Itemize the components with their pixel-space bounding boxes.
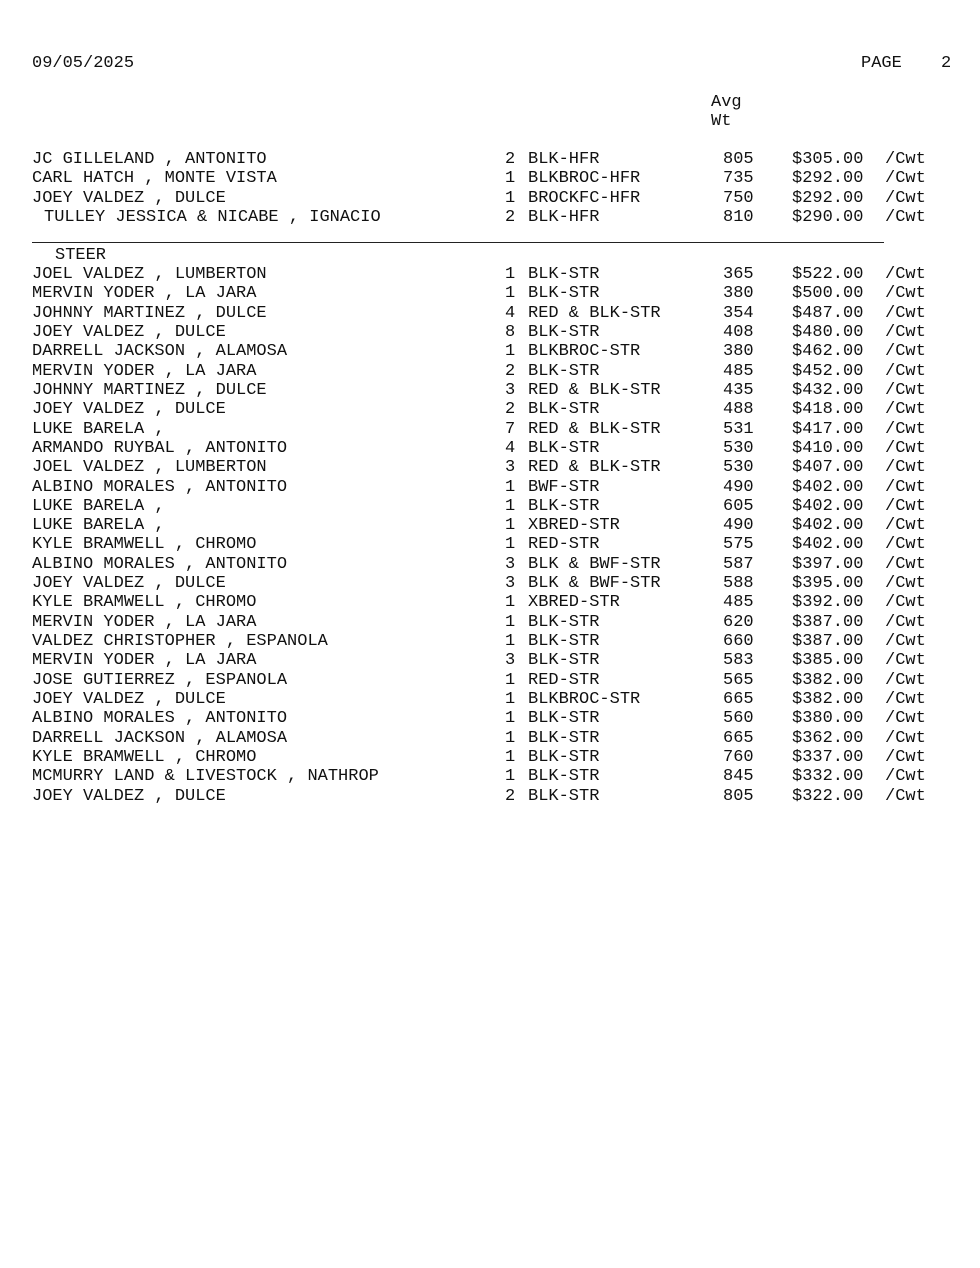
head-count: 1 [505,612,516,632]
average-weight: 565 [723,670,754,690]
sale-row [0,342,980,361]
sale-price: $382.00 [792,670,864,690]
price-unit: /Cwt [885,207,926,227]
average-weight: 575 [723,535,754,555]
buyer-name: DARRELL JACKSON , ALAMOSA [32,342,288,362]
weight-header: Wt [711,112,732,131]
sale-row [0,593,980,612]
buyer-name: JOEY VALDEZ , DULCE [32,322,226,342]
sale-row [0,265,980,284]
head-count: 3 [505,574,516,594]
buyer-name: JC GILLELAND , ANTONITO [32,150,267,169]
sale-price: $417.00 [792,419,864,439]
sale-row [0,651,980,670]
price-unit: /Cwt [885,400,926,420]
buyer-name: LUKE BARELA , [32,419,165,439]
head-count: 3 [505,651,516,671]
sale-price: $432.00 [792,380,864,400]
buyer-name: KYLE BRAMWELL , CHROMO [32,593,257,613]
price-unit: /Cwt [885,322,926,342]
sale-price: $322.00 [792,786,864,806]
sale-price: $487.00 [792,303,864,323]
buyer-name: MCMURRY LAND & LIVESTOCK , NATHROP [32,767,379,787]
head-count: 1 [505,709,516,729]
price-unit: /Cwt [885,709,926,729]
head-count: 4 [505,438,516,458]
buyer-name: JOEL VALDEZ , LUMBERTON [32,265,267,284]
price-unit: /Cwt [885,419,926,439]
sale-price: $402.00 [792,535,864,555]
cattle-description: BLK-STR [528,284,600,304]
sale-price: $500.00 [792,284,864,304]
sale-price: $292.00 [792,169,864,189]
buyer-name: JOHNNY MARTINEZ , DULCE [32,380,267,400]
sale-row [0,323,980,342]
sale-price: $387.00 [792,612,864,632]
cattle-description: BLK-STR [528,322,600,342]
head-count: 3 [505,380,516,400]
sale-price: $402.00 [792,477,864,497]
head-count: 2 [505,207,516,227]
buyer-name: JOEY VALDEZ , DULCE [32,188,226,208]
average-weight: 488 [723,400,754,420]
sale-row [0,555,980,574]
sale-row [0,497,980,516]
head-count: 1 [505,477,516,497]
avg-weight-header: Avg [711,93,742,112]
head-count: 3 [505,554,516,574]
buyer-name: MERVIN YODER , LA JARA [32,612,257,632]
price-unit: /Cwt [885,303,926,323]
price-unit: /Cwt [885,554,926,574]
average-weight: 380 [723,342,754,362]
average-weight: 530 [723,458,754,478]
average-weight: 531 [723,419,754,439]
sale-row [0,400,980,419]
price-unit: /Cwt [885,690,926,710]
sale-row [0,439,980,458]
average-weight: 660 [723,632,754,652]
sale-row [0,632,980,651]
cattle-description: BWF-STR [528,477,600,497]
cattle-description: BLK-STR [528,632,600,652]
sale-row [0,709,980,728]
sale-price: $418.00 [792,400,864,420]
head-count: 8 [505,322,516,342]
price-unit: /Cwt [885,670,926,690]
head-count: 1 [505,516,516,536]
cattle-description: RED & BLK-STR [528,380,661,400]
cattle-description: RED & BLK-STR [528,419,661,439]
sale-price: $452.00 [792,361,864,381]
sale-price: $385.00 [792,651,864,671]
page-number: 2 [941,54,952,73]
section-divider [32,242,884,243]
cattle-description: BLKBROC-STR [528,342,641,362]
cattle-description: BLK-HFR [528,207,600,227]
sale-row [0,150,980,169]
report-date: 09/05/2025 [32,54,135,73]
buyer-name: CARL HATCH , MONTE VISTA [32,169,277,189]
price-unit: /Cwt [885,632,926,652]
buyer-name: JOEY VALDEZ , DULCE [32,690,226,710]
buyer-name: MERVIN YODER , LA JARA [32,651,257,671]
head-count: 1 [505,169,516,189]
sale-price: $522.00 [792,265,864,284]
sale-row [0,420,980,439]
price-unit: /Cwt [885,786,926,806]
buyer-name: ALBINO MORALES , ANTONITO [32,477,288,497]
buyer-name: KYLE BRAMWELL , CHROMO [32,748,257,767]
average-weight: 845 [723,767,754,787]
average-weight: 805 [723,786,754,806]
cattle-description: BROCKFC-HFR [528,188,641,208]
average-weight: 805 [723,150,754,169]
average-weight: 485 [723,361,754,381]
buyer-name: LUKE BARELA , [32,516,165,536]
buyer-name: JOEY VALDEZ , DULCE [32,574,226,594]
cattle-description: RED & BLK-STR [528,303,661,323]
price-unit: /Cwt [885,438,926,458]
sale-row [0,381,980,400]
cattle-description: RED-STR [528,535,600,555]
head-count: 1 [505,188,516,208]
price-unit: /Cwt [885,150,926,169]
average-weight: 435 [723,380,754,400]
sale-price: $337.00 [792,748,864,767]
average-weight: 587 [723,554,754,574]
average-weight: 665 [723,690,754,710]
sale-price: $290.00 [792,207,864,227]
head-count: 2 [505,361,516,381]
cattle-description: BLK-STR [528,709,600,729]
sale-row [0,574,980,593]
cattle-description: BLK-STR [528,496,600,516]
sale-row [0,516,980,535]
sale-price: $362.00 [792,728,864,748]
price-unit: /Cwt [885,516,926,536]
cattle-description: BLK-STR [528,748,600,767]
buyer-name: DARRELL JACKSON , ALAMOSA [32,728,288,748]
sale-row [0,748,980,767]
sale-price: $382.00 [792,690,864,710]
cattle-description: XBRED-STR [528,593,620,613]
price-unit: /Cwt [885,284,926,304]
average-weight: 735 [723,169,754,189]
price-unit: /Cwt [885,593,926,613]
cattle-description: BLK-STR [528,265,600,284]
sale-row [0,613,980,632]
cattle-description: BLKBROC-HFR [528,169,641,189]
cattle-description: RED-STR [528,670,600,690]
head-count: 3 [505,458,516,478]
head-count: 1 [505,670,516,690]
price-unit: /Cwt [885,767,926,787]
average-weight: 665 [723,728,754,748]
cattle-description: BLK-STR [528,728,600,748]
sale-price: $292.00 [792,188,864,208]
average-weight: 530 [723,438,754,458]
cattle-description: BLK-STR [528,786,600,806]
buyer-name: ALBINO MORALES , ANTONITO [32,709,288,729]
average-weight: 490 [723,516,754,536]
sale-row [0,690,980,709]
head-count: 1 [505,767,516,787]
average-weight: 380 [723,284,754,304]
sale-price: $410.00 [792,438,864,458]
cattle-description: BLK & BWF-STR [528,554,661,574]
price-unit: /Cwt [885,361,926,381]
average-weight: 485 [723,593,754,613]
price-unit: /Cwt [885,188,926,208]
cattle-description: BLK & BWF-STR [528,574,661,594]
buyer-name: MERVIN YODER , LA JARA [32,284,257,304]
average-weight: 588 [723,574,754,594]
buyer-name: JOEY VALDEZ , DULCE [32,786,226,806]
buyer-name: LUKE BARELA , [32,496,165,516]
head-count: 1 [505,632,516,652]
price-unit: /Cwt [885,535,926,555]
sale-row [0,787,980,806]
price-unit: /Cwt [885,458,926,478]
sale-row [0,729,980,748]
price-unit: /Cwt [885,748,926,767]
cattle-description: XBRED-STR [528,516,620,536]
buyer-name: ARMANDO RUYBAL , ANTONITO [32,438,288,458]
head-count: 1 [505,496,516,516]
average-weight: 354 [723,303,754,323]
average-weight: 490 [723,477,754,497]
cattle-description: BLK-STR [528,361,600,381]
sale-price: $332.00 [792,767,864,787]
sale-row [0,169,980,188]
head-count: 2 [505,150,516,169]
sale-price: $397.00 [792,554,864,574]
head-count: 1 [505,728,516,748]
sale-price: $402.00 [792,496,864,516]
sale-price: $392.00 [792,593,864,613]
price-unit: /Cwt [885,574,926,594]
buyer-name: KYLE BRAMWELL , CHROMO [32,535,257,555]
sale-price: $407.00 [792,458,864,478]
head-count: 1 [505,284,516,304]
sale-row [0,671,980,690]
average-weight: 365 [723,265,754,284]
average-weight: 605 [723,496,754,516]
buyer-name: JOSE GUTIERREZ , ESPANOLA [32,670,288,690]
price-unit: /Cwt [885,169,926,189]
sale-price: $395.00 [792,574,864,594]
cattle-description: BLK-STR [528,400,600,420]
head-count: 2 [505,786,516,806]
cattle-description: BLKBROC-STR [528,690,641,710]
head-count: 1 [505,748,516,767]
average-weight: 750 [723,188,754,208]
sale-row [0,284,980,303]
buyer-name: TULLEY JESSICA & NICABE , IGNACIO [44,207,381,227]
buyer-name: MERVIN YODER , LA JARA [32,361,257,381]
average-weight: 583 [723,651,754,671]
head-count: 7 [505,419,516,439]
buyer-name: JOEY VALDEZ , DULCE [32,400,226,420]
sale-price: $462.00 [792,342,864,362]
price-unit: /Cwt [885,496,926,516]
sale-price: $402.00 [792,516,864,536]
cattle-description: RED & BLK-STR [528,458,661,478]
steer-section-title: STEER [55,246,107,265]
average-weight: 810 [723,207,754,227]
sale-price: $387.00 [792,632,864,652]
sale-row [0,189,980,208]
sale-row [0,304,980,323]
head-count: 4 [505,303,516,323]
buyer-name: ALBINO MORALES , ANTONITO [32,554,288,574]
cattle-description: BLK-STR [528,767,600,787]
average-weight: 620 [723,612,754,632]
sale-price: $480.00 [792,322,864,342]
cattle-description: BLK-STR [528,612,600,632]
head-count: 2 [505,400,516,420]
price-unit: /Cwt [885,380,926,400]
buyer-name: JOEL VALDEZ , LUMBERTON [32,458,267,478]
buyer-name: VALDEZ CHRISTOPHER , ESPANOLA [32,632,328,652]
cattle-description: BLK-HFR [528,150,600,169]
average-weight: 760 [723,748,754,767]
average-weight: 408 [723,322,754,342]
head-count: 1 [505,265,516,284]
sale-price: $305.00 [792,150,864,169]
cattle-description: BLK-STR [528,438,600,458]
sale-row [0,362,980,381]
buyer-name: JOHNNY MARTINEZ , DULCE [32,303,267,323]
cattle-description: BLK-STR [528,651,600,671]
sale-row [0,535,980,554]
head-count: 1 [505,342,516,362]
sale-price: $380.00 [792,709,864,729]
sale-row [0,478,980,497]
price-unit: /Cwt [885,651,926,671]
price-unit: /Cwt [885,342,926,362]
sale-row [0,208,980,227]
head-count: 1 [505,690,516,710]
page-label: PAGE [861,54,902,73]
sale-row [0,458,980,477]
sale-row [0,767,980,786]
head-count: 1 [505,535,516,555]
price-unit: /Cwt [885,728,926,748]
price-unit: /Cwt [885,612,926,632]
head-count: 1 [505,593,516,613]
average-weight: 560 [723,709,754,729]
price-unit: /Cwt [885,477,926,497]
price-unit: /Cwt [885,265,926,284]
